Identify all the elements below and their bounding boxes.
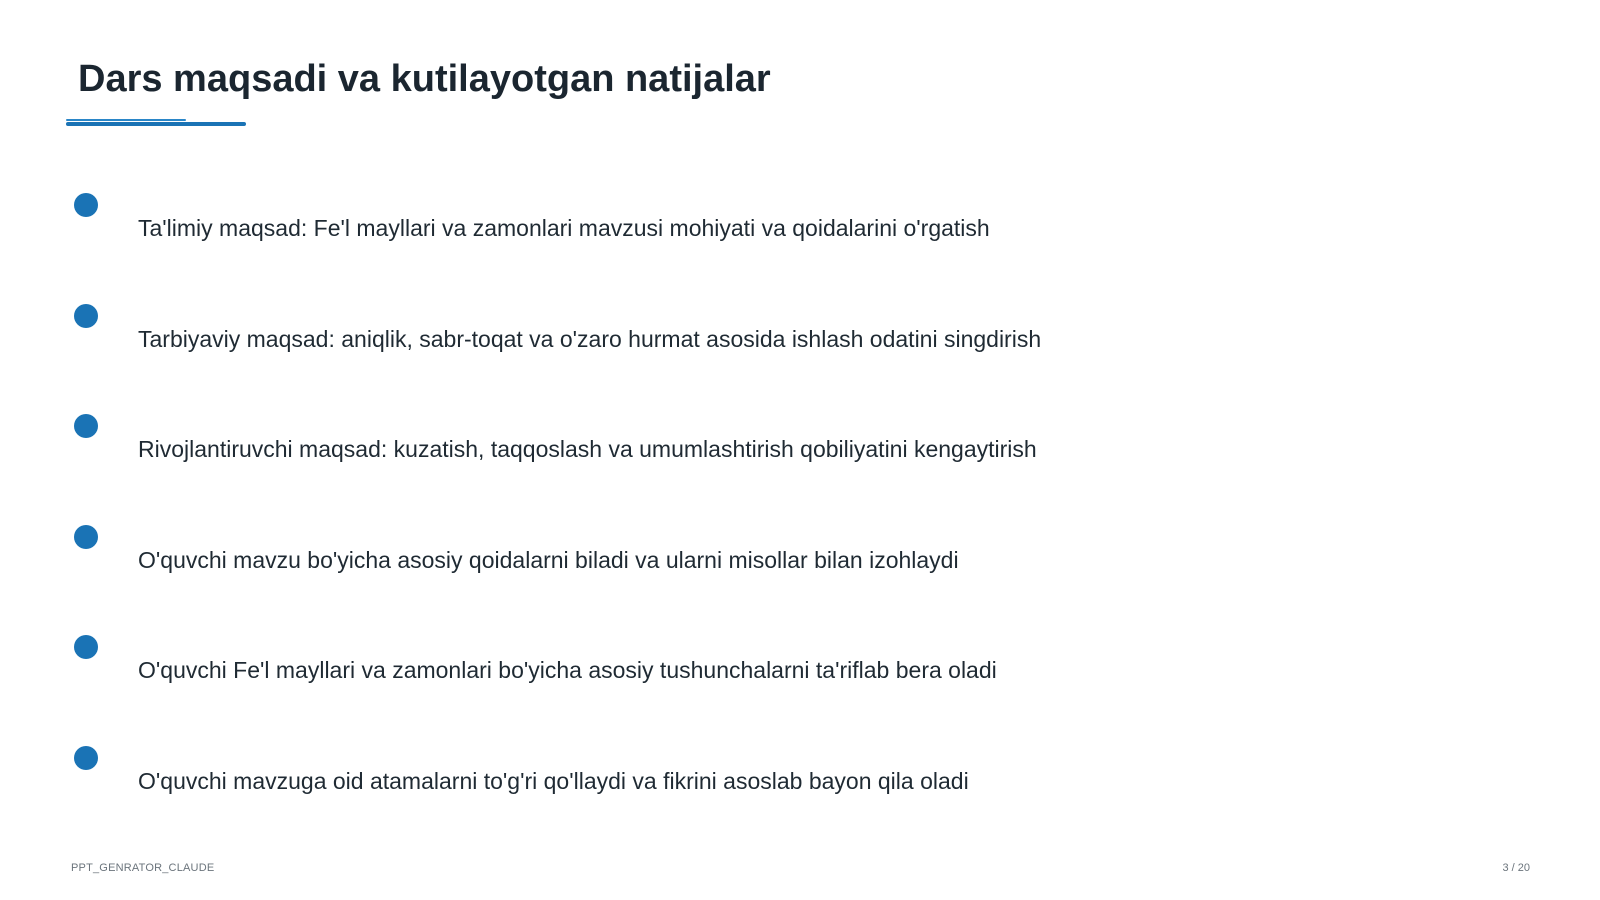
bullet-dot-icon <box>74 193 98 217</box>
bullet-dot-icon <box>74 525 98 549</box>
bullet-text: Ta'limiy maqsad: Fe'l mayllari va zamonlari mavzusi mohiyati va qoidalarini o'rgatish <box>138 215 990 241</box>
slide-title: Dars maqsadi va kutilayotgan natijalar <box>78 58 771 100</box>
list-item <box>0 635 1600 695</box>
list-item <box>0 746 1600 806</box>
list-item <box>0 525 1600 585</box>
bullet-text: O'quvchi mavzu bo'yicha asosiy qoidalarni biladi va ularni misollar bilan izohlaydi <box>138 547 959 573</box>
bullet-text: Rivojlantiruvchi maqsad: kuzatish, taqqoslash va umumlashtirish qobiliyatini kengaytirish <box>138 436 1037 462</box>
bullet-dot-icon <box>74 635 98 659</box>
page-number: 3 / 20 <box>1502 862 1530 874</box>
bullet-dot-icon <box>74 414 98 438</box>
footer-source: PPT_GENRATOR_CLAUDE <box>71 862 215 874</box>
bullet-dot-icon <box>74 304 98 328</box>
list-item <box>0 304 1600 364</box>
bullet-text: O'quvchi mavzuga oid atamalarni to'g'ri qo'llaydi va fikrini asoslab bayon qila oladi <box>138 768 969 794</box>
bullet-text: O'quvchi Fe'l mayllari va zamonlari bo'yicha asosiy tushunchalarni ta'riflab bera oladi <box>138 657 997 683</box>
bullet-text: Tarbiyaviy maqsad: aniqlik, sabr-toqat va o'zaro hurmat asosida ishlash odatini singdirish <box>138 326 1042 352</box>
list-item <box>0 414 1600 474</box>
bullet-dot-icon <box>74 746 98 770</box>
list-item <box>0 193 1600 253</box>
